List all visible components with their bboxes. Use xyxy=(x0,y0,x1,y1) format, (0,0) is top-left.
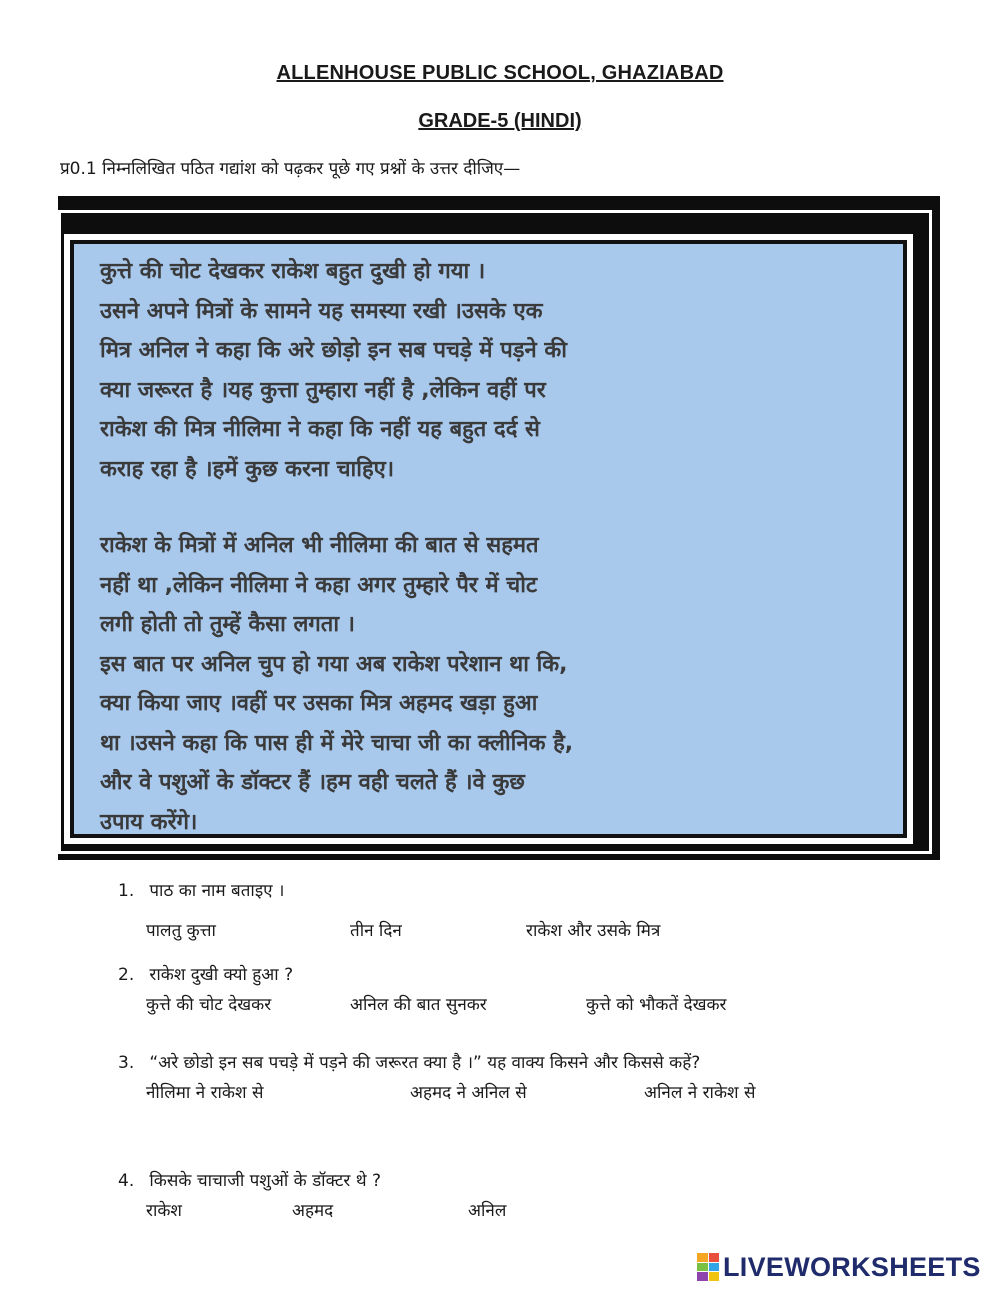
q3-option-3[interactable]: अनिल ने राकेश से xyxy=(644,1083,756,1103)
passage-line: क्या किया जाए ।वहीं पर उसका मित्र अहमद खड़ा हुआ xyxy=(100,691,538,716)
question-number: 4. xyxy=(118,1171,135,1191)
q4-option-1[interactable]: राकेश xyxy=(146,1201,182,1221)
passage-box xyxy=(64,234,913,844)
q4-option-3[interactable]: अनिल xyxy=(468,1201,507,1221)
passage-line: कुत्ते की चोट देखकर राकेश बहुत दुखी हो गया । xyxy=(100,259,486,284)
passage-line: उपाय करेंगे। xyxy=(100,809,198,835)
passage-line: उसने अपने मित्रों के सामने यह समस्या रखी ।उसके एक xyxy=(100,298,543,324)
question-1 xyxy=(118,878,284,901)
passage-line: था ।उसने कहा कि पास ही में मेरे चाचा जी का क्लीनिक है, xyxy=(100,730,574,756)
question-text: “अरे छोडो इन सब पचड़े में पड़ने की जरूरत क्या है ।” यह वाक्य किसने और किससे कहें? xyxy=(149,1053,701,1073)
q3-option-1[interactable]: नीलिमा ने राकेश से xyxy=(146,1083,264,1103)
passage-line: राकेश के मित्रों में अनिल भी नीलिमा की बात से सहमत xyxy=(100,533,539,558)
q4-option-2[interactable]: अहमद xyxy=(292,1201,334,1221)
q3-option-2[interactable]: अहमद ने अनिल से xyxy=(410,1083,527,1103)
passage-line: मित्र अनिल ने कहा कि अरे छोड़ो इन सब पचड़े में पड़ने की xyxy=(100,338,567,363)
question-2 xyxy=(118,962,293,985)
q2-option-2[interactable]: अनिल की बात सुनकर xyxy=(350,995,487,1015)
q1-option-3[interactable]: राकेश और उसके मित्र xyxy=(526,921,661,941)
passage-line: क्या जरूरत है ।यह कुत्ता तुम्हारा नहीं है ,लेकिन वहीं पर xyxy=(100,377,546,403)
passage-line: लगी होती तो तुम्हें कैसा लगता । xyxy=(100,612,356,637)
passage-line: कराह रहा है ।हमें कुछ करना चाहिए। xyxy=(100,456,395,482)
q2-option-3[interactable]: कुत्ते को भौकतें देखकर xyxy=(586,995,727,1015)
grade-title: GRADE-5 (HINDI) xyxy=(418,110,582,132)
passage-line: नहीं था ,लेकिन नीलिमा ने कहा अगर तुम्हारे पैर में चोट xyxy=(100,572,538,598)
liveworksheets-logo-icon xyxy=(697,1253,719,1281)
question-number: 3. xyxy=(118,1053,135,1073)
question-text: किसके चाचाजी पशुओं के डॉक्टर थे ? xyxy=(149,1171,382,1191)
question-number: 2. xyxy=(118,965,135,985)
instruction-text: प्र0.1 निम्नलिखित पठित गद्यांश को पढ़कर पूछे गए प्रश्नों के उत्तर दीजिए— xyxy=(60,159,521,179)
passage-line: राकेश की मित्र नीलिमा ने कहा कि नहीं यह बहुत दर्द से xyxy=(100,417,540,442)
q1-option-2[interactable]: तीन दिन xyxy=(350,921,402,941)
liveworksheets-logo xyxy=(697,1252,981,1282)
passage-line: और वे पशुओं के डॉक्टर हैं ।हम वही चलते हैं ।वे कुछ xyxy=(100,770,525,795)
school-title: ALLENHOUSE PUBLIC SCHOOL, GHAZIABAD xyxy=(276,62,724,84)
question-4 xyxy=(118,1168,381,1191)
question-number: 1. xyxy=(118,881,135,901)
logo-text: LIVEWORKSHEETS xyxy=(723,1251,981,1282)
question-text: राकेश दुखी क्यो हुआ ? xyxy=(149,965,294,985)
q1-option-1[interactable]: पालतु कुत्ता xyxy=(146,921,216,941)
passage-line: इस बात पर अनिल चुप हो गया अब राकेश परेशान था कि, xyxy=(100,651,568,677)
question-text: पाठ का नाम बताइए । xyxy=(149,881,285,901)
question-3 xyxy=(118,1050,700,1073)
q2-option-1[interactable]: कुत्ते की चोट देखकर xyxy=(146,995,272,1015)
